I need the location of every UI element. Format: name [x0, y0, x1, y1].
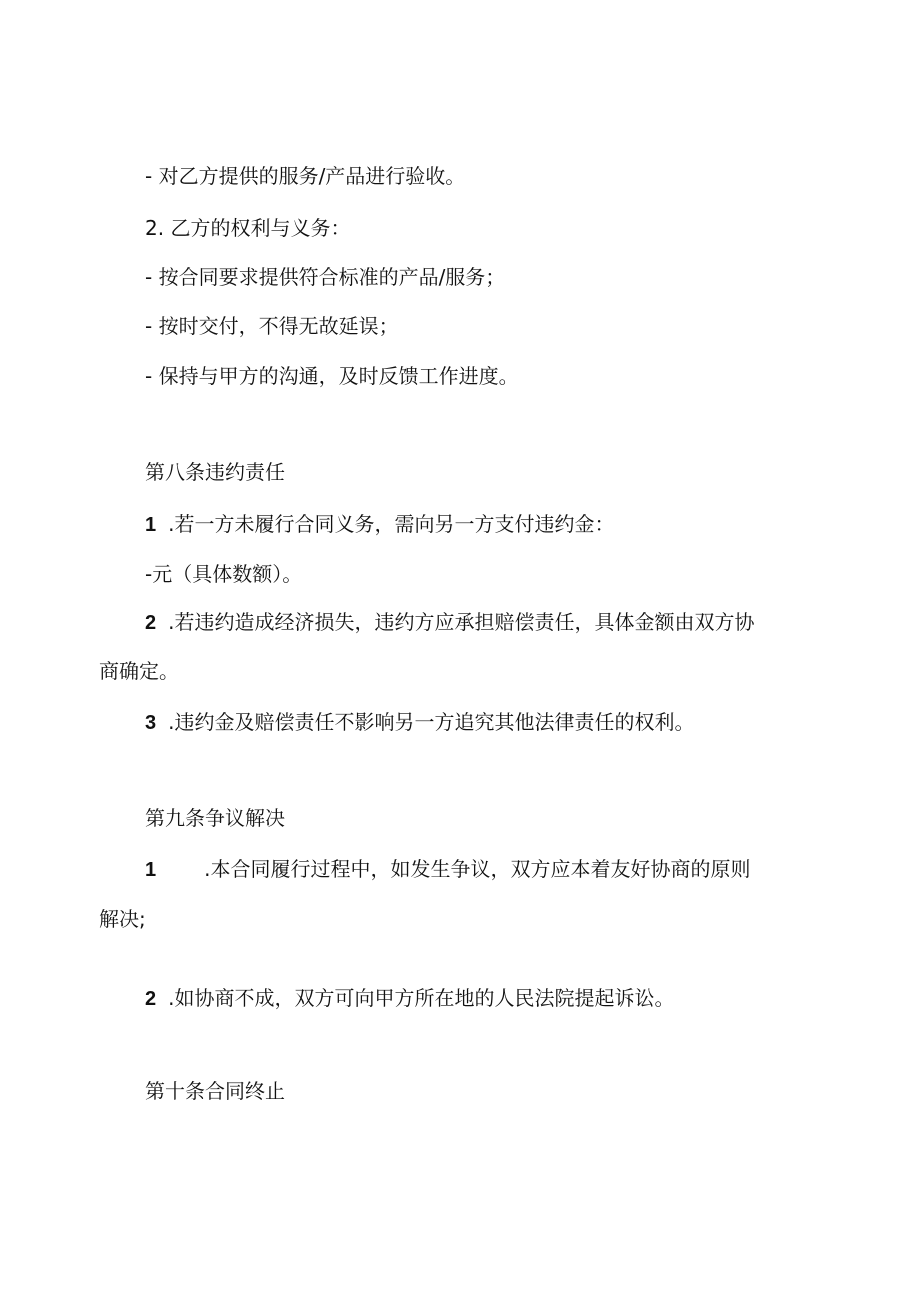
- clause-text: .若违约造成经济损失，违约方应承担赔偿责任，具体金额由双方协: [168, 610, 755, 634]
- article-8-heading: 第八条违约责任: [145, 460, 285, 484]
- clause-line: [145, 708, 694, 737]
- clause-text: .违约金及赔偿责任不影响另一方追究其他法律责任的权利。: [168, 710, 695, 734]
- clause-number: 2: [145, 612, 157, 634]
- clause-line: -元（具体数额）。: [145, 562, 303, 586]
- article-9-heading: 第九条争议解决: [145, 806, 285, 830]
- clause-line: - 按合同要求提供符合标准的产品/服务；: [145, 265, 506, 289]
- clause-text: .本合同履行过程中，如发生争议，双方应本着友好协商的原则: [204, 857, 751, 881]
- clause-heading: 2. 乙方的权利与义务：: [145, 216, 351, 240]
- clause-line: 商确定。: [99, 659, 179, 683]
- clause-line: 解决;: [99, 907, 146, 931]
- clause-line: [145, 608, 754, 637]
- clause-number: 1: [145, 514, 157, 536]
- clause-line: [145, 984, 674, 1013]
- clause-text: .如协商不成，双方可向甲方所在地的人民法院提起诉讼。: [168, 986, 675, 1010]
- clause-number: 2: [145, 988, 157, 1010]
- clause-number: 1: [145, 859, 157, 881]
- clause-line: [145, 510, 614, 539]
- clause-line: - 对乙方提供的服务/产品进行验收。: [145, 164, 466, 188]
- clause-number: 3: [145, 712, 157, 734]
- clause-line: - 按时交付，不得无故延误；: [145, 314, 399, 338]
- article-10-heading: 第十条合同终止: [145, 1079, 285, 1103]
- clause-text: .若一方未履行合同义务，需向另一方支付违约金：: [168, 512, 615, 536]
- clause-line: - 保持与甲方的沟通，及时反馈工作进度。: [145, 364, 519, 388]
- clause-line: [145, 855, 750, 884]
